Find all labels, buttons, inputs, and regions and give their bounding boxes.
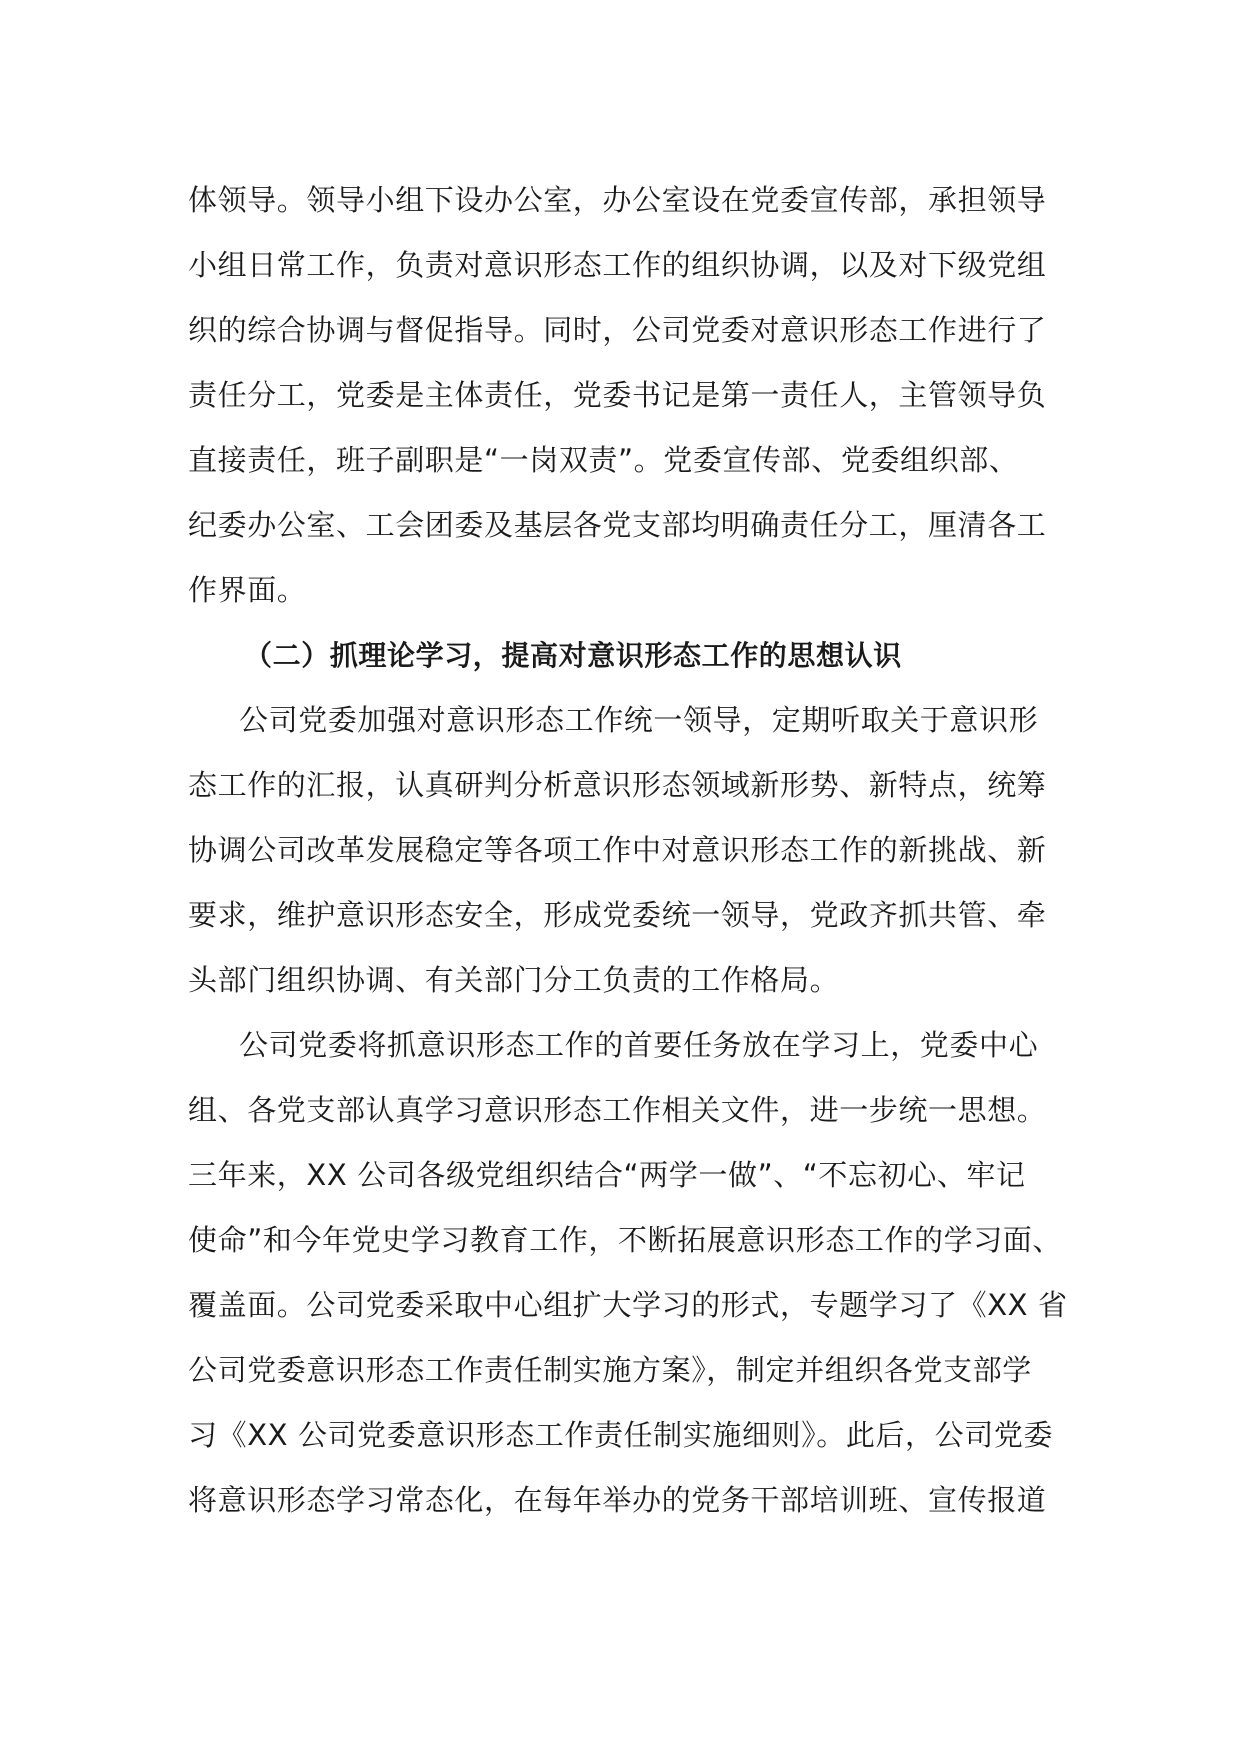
paragraph-line: 三年来，XX 公司各级党组织结合“两学一做”、“不忘初心、牢记 [188,1158,1026,1192]
paragraph-line: 公司党委加强对意识形态工作统一领导，定期听取关于意识形 [239,703,1039,737]
paragraph-line: 协调公司改革发展稳定等各项工作中对意识形态工作的新挑战、新 [188,833,1047,867]
paragraph-1 [188,168,1060,623]
paragraph-line: 要求，维护意识形态安全，形成党委统一领导，党政齐抓共管、牵 [188,898,1047,932]
paragraph-3 [188,1013,1068,1533]
paragraph-line: 习《XX 公司党委意识形态工作责任制实施细则》。此后，公司党委 [188,1418,1054,1452]
paragraph-line: 公司党委将抓意识形态工作的首要任务放在学习上，党委中心 [239,1028,1039,1062]
paragraph-line: 纪委办公室、工会团委及基层各党支部均明确责任分工，厘清各工 [188,508,1047,542]
paragraph-line: 责任分工，党委是主体责任，党委书记是第一责任人，主管领导负 [188,378,1047,412]
paragraph-line: 头部门组织协调、有关部门分工负责的工作格局。 [188,963,840,997]
paragraph-line: 公司党委意识形态工作责任制实施方案》，制定并组织各党支部学 [188,1353,1032,1387]
paragraph-line: 覆盖面。公司党委采取中心组扩大学习的形式，专题学习了《XX 省 [188,1288,1068,1322]
paragraph-line: 组、各党支部认真学习意识形态工作相关文件，进一步统一思想。 [188,1093,1047,1127]
document-body [188,168,1068,1533]
paragraph-line: 体领导。领导小组下设办公室，办公室设在党委宣传部，承担领导 [188,183,1047,217]
paragraph-line: 将意识形态学习常态化，在每年举办的党务干部培训班、宣传报道 [188,1483,1047,1517]
paragraph-line: 直接责任，班子副职是“一岗双责”。党委宣传部、党委组织部、 [188,443,1019,477]
section-heading: （二）抓理论学习，提高对意识形态工作的思想认识 [244,639,902,672]
paragraph-line: 作界面。 [188,573,307,607]
paragraph-line: 织的综合协调与督促指导。同时，公司党委对意识形态工作进行了 [188,313,1047,347]
paragraph-line: 态工作的汇报，认真研判分析意识形态领域新形势、新特点，统筹 [188,768,1047,802]
paragraph-line: 使命”和今年党史学习教育工作，不断拓展意识形态工作的学习面、 [188,1223,1063,1257]
paragraph-2 [188,688,1060,1013]
paragraph-line: 小组日常工作，负责对意识形态工作的组织协调，以及对下级党组 [188,248,1047,282]
